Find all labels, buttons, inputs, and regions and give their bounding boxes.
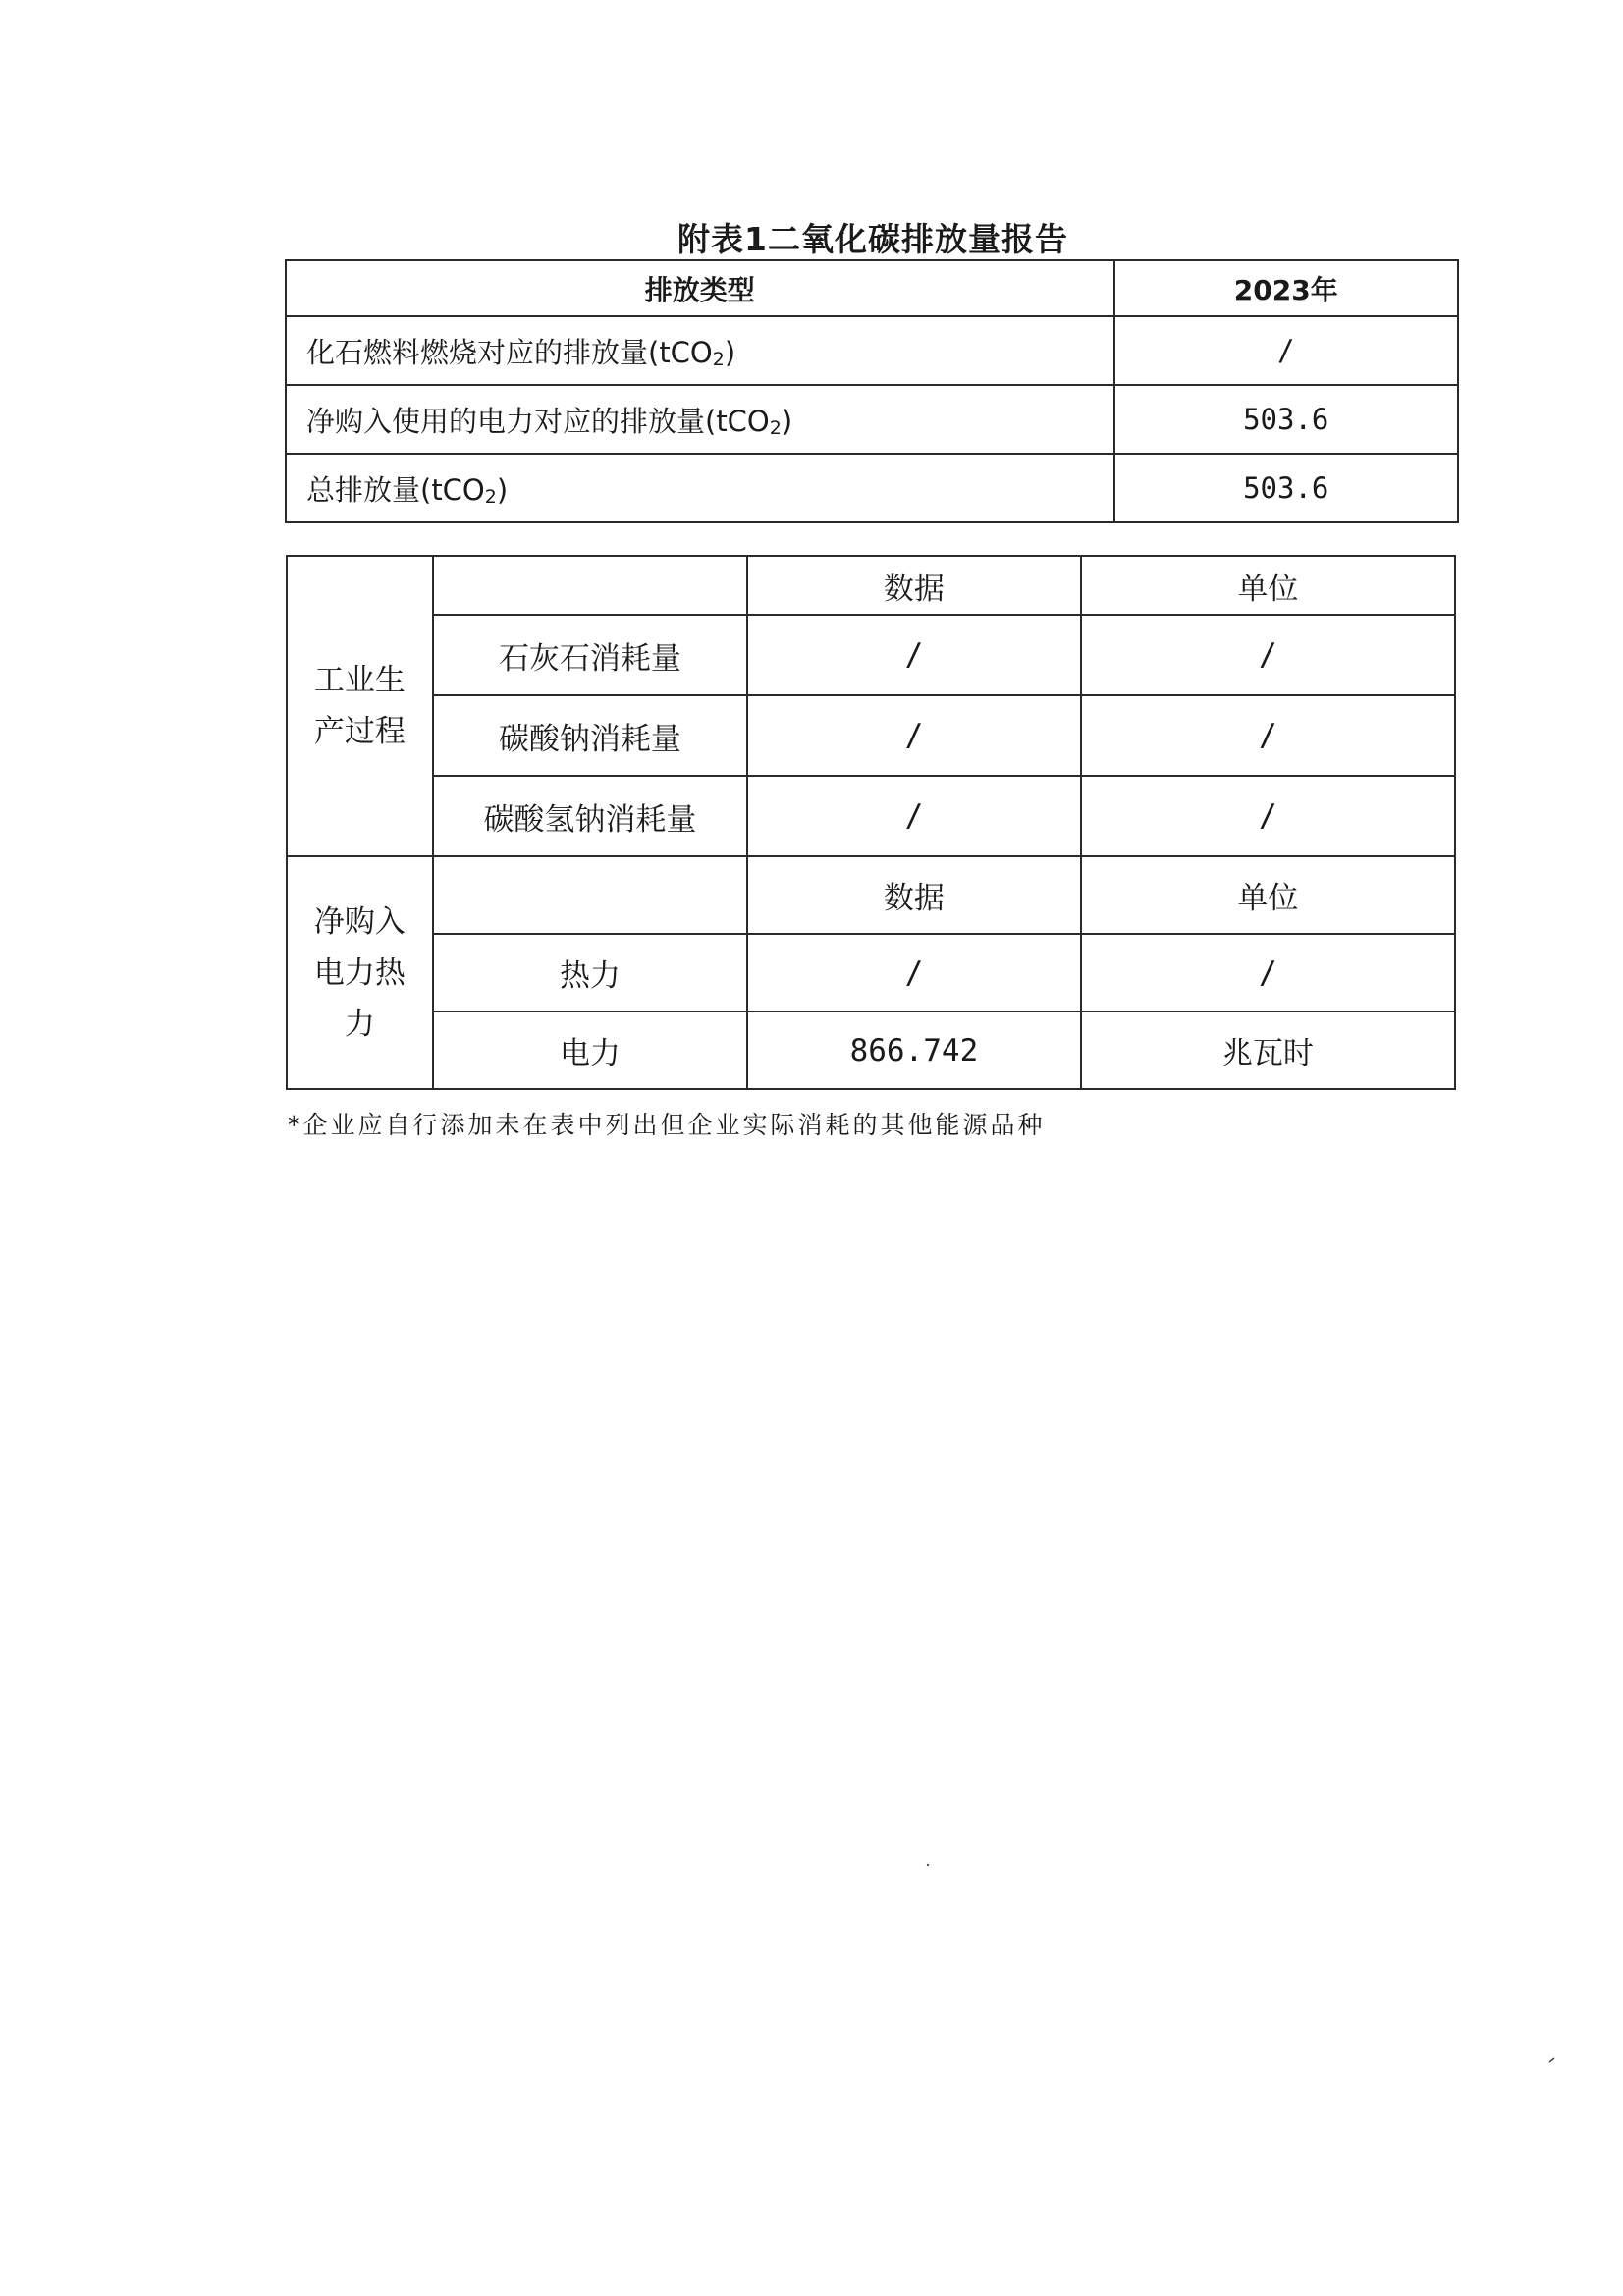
row-value-total: 503.6 (1114, 454, 1458, 522)
item-unit: / (1081, 695, 1455, 776)
item-label: 热力 (433, 934, 747, 1011)
item-data: / (747, 776, 1081, 856)
row-value-electricity: 503.6 (1114, 385, 1458, 454)
industrial-process-label: 工业生 产过程 (287, 556, 433, 856)
item-label: 碳酸钠消耗量 (433, 695, 747, 776)
header-data: 数据 (747, 856, 1081, 934)
item-data: / (747, 934, 1081, 1011)
header-year: 2023年 (1114, 260, 1458, 316)
row-label-total: 总排放量(tCO$_2$) (286, 454, 1114, 522)
scan-speck (1549, 2058, 1554, 2062)
item-unit: / (1081, 615, 1455, 695)
item-unit: 兆瓦时 (1081, 1011, 1455, 1089)
scan-speck (927, 1864, 929, 1866)
item-data: / (747, 695, 1081, 776)
header-unit: 单位 (1081, 556, 1455, 615)
item-label: 石灰石消耗量 (433, 615, 747, 695)
item-label: 碳酸氢钠消耗量 (433, 776, 747, 856)
header-unit: 单位 (1081, 856, 1455, 934)
row-label-electricity: 净购入使用的电力对应的排放量(tCO$_2$) (286, 385, 1114, 454)
item-unit: / (1081, 776, 1455, 856)
row-value-fossil: / (1114, 316, 1458, 385)
row-label-fossil: 化石燃料燃烧对应的排放量(tCO$_2$) (286, 316, 1114, 385)
item-label: 电力 (433, 1011, 747, 1089)
item-data: / (747, 615, 1081, 695)
item-data: 866.742 (747, 1011, 1081, 1089)
header-data: 数据 (747, 556, 1081, 615)
purchased-energy-label: 净购入 电力热 力 (287, 856, 433, 1089)
footnote: *企业应自行添加未在表中列出但企业实际消耗的其他能源品种 (288, 1111, 1046, 1139)
header-emission-type: 排放类型 (286, 260, 1114, 316)
item-unit: / (1081, 934, 1455, 1011)
page-title: 附表1二氧化碳排放量报告 (677, 220, 1068, 258)
